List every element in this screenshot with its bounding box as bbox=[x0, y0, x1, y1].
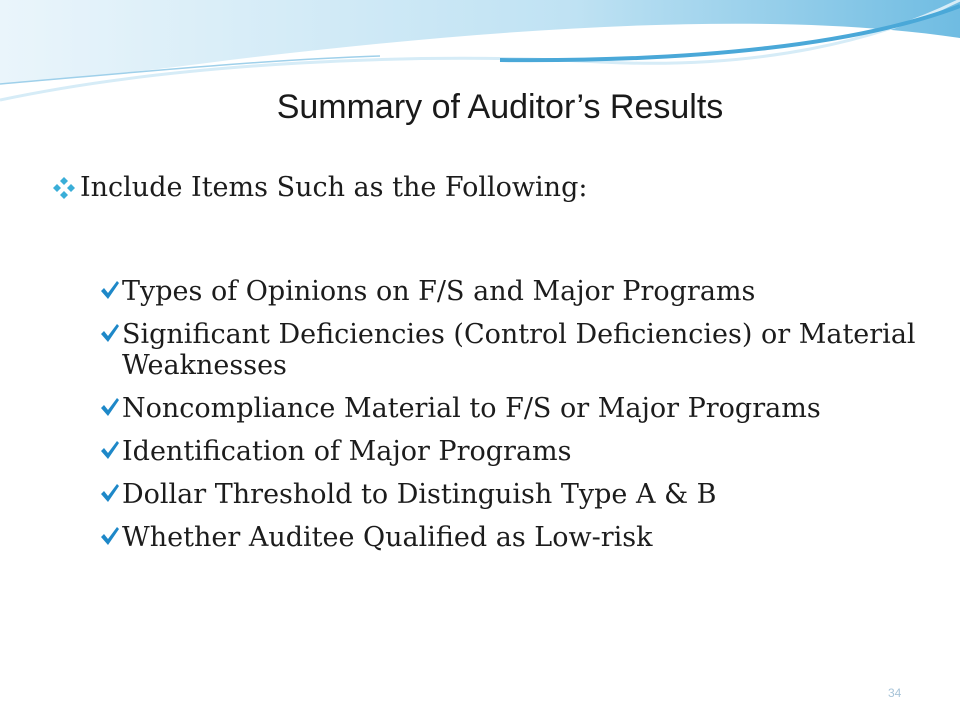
main-bullet-text: Include Items Such as the Following: bbox=[80, 172, 588, 203]
list-item bbox=[100, 522, 940, 553]
slide-title: Summary of Auditor’s Results bbox=[276, 88, 724, 126]
list-item bbox=[100, 393, 940, 424]
slide-number: 34 bbox=[888, 686, 902, 700]
list-item bbox=[100, 319, 940, 381]
list-item-text: Identification of Major Programs bbox=[122, 436, 572, 467]
list-item bbox=[100, 276, 940, 307]
list-item-text: Whether Auditee Qualified as Low-risk bbox=[122, 522, 653, 553]
checkmark-icon bbox=[100, 482, 120, 504]
diamond-bullet-icon bbox=[52, 176, 76, 200]
checkmark-icon bbox=[100, 396, 120, 418]
list-item-text: Significant Deficiencies (Control Deficiencies) or Material Weaknesses bbox=[122, 319, 916, 381]
list-item bbox=[100, 479, 940, 510]
checkmark-icon bbox=[100, 279, 120, 301]
list-item-text: Types of Opinions on F/S and Major Programs bbox=[122, 276, 756, 307]
checkmark-icon bbox=[100, 322, 120, 344]
checkmark-icon bbox=[100, 525, 120, 547]
list-item bbox=[100, 436, 940, 467]
list-item-text: Dollar Threshold to Distinguish Type A & B bbox=[122, 479, 717, 510]
list-item-text: Noncompliance Material to F/S or Major Programs bbox=[122, 393, 821, 424]
checkmark-icon bbox=[100, 439, 120, 461]
sub-bullet-list bbox=[100, 276, 940, 565]
main-bullet bbox=[52, 172, 587, 203]
